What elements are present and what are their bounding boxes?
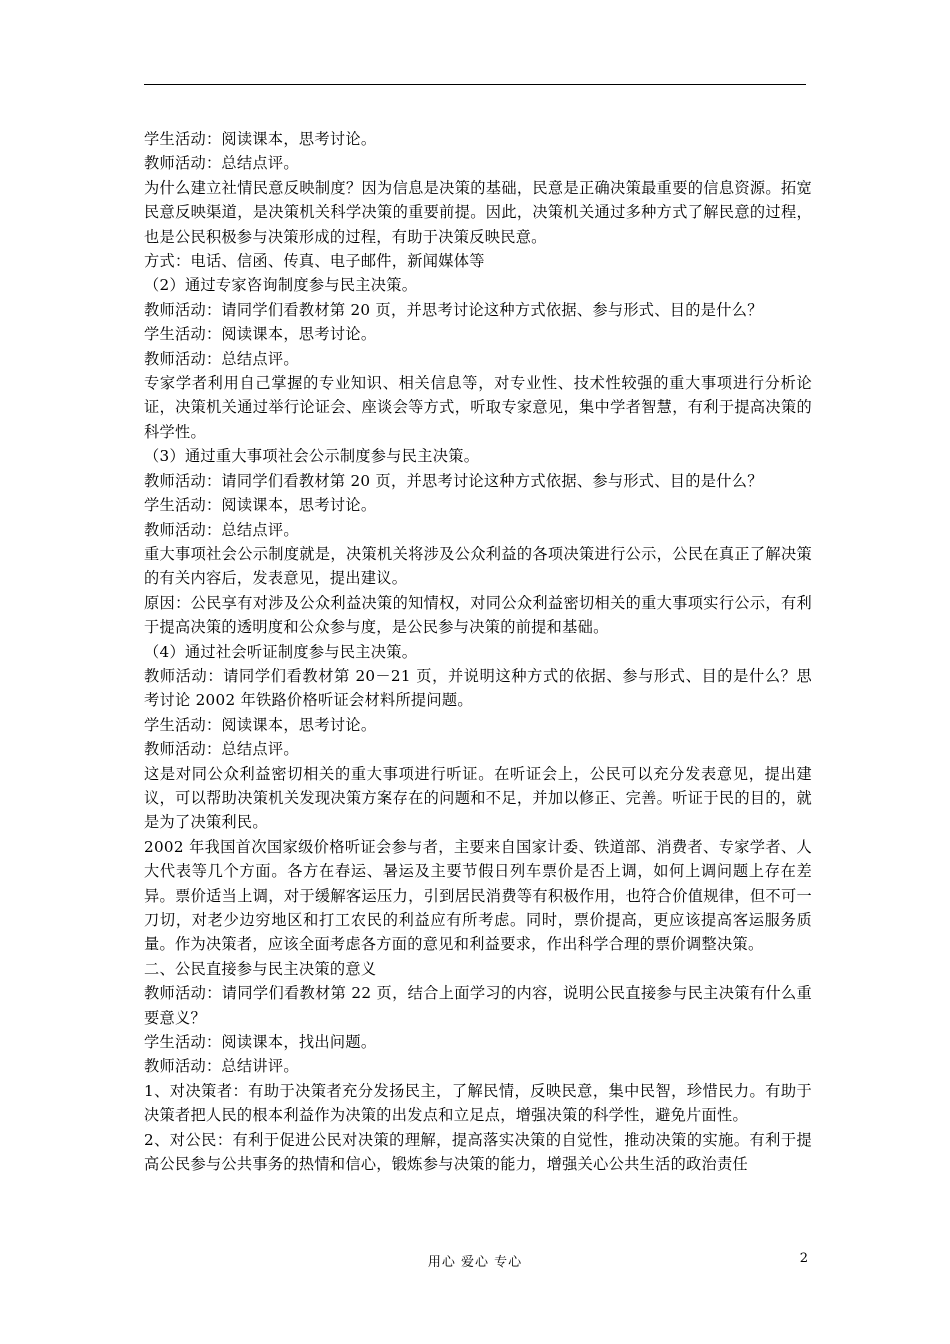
paragraph: 教师活动：总结点评。	[144, 349, 299, 368]
paragraph: 重大事项社会公示制度就是，决策机关将涉及公众利益的各项决策进行公示，公民在真正了解决策的有关内容后，发表意见，提出建议。	[144, 544, 812, 588]
paragraph: 学生活动：阅读课本，思考讨论。	[144, 325, 377, 344]
page-number: 2	[799, 1251, 808, 1266]
section-heading: （3）通过重大事项社会公示制度参与民主决策。	[144, 447, 480, 466]
paragraph: 2、对公民：有利于促进公民对决策的理解，提高落实决策的自觉性，推动决策的实施。有利于提高公民参与公共事务的热情和信心，锻炼参与决策的能力，增强关心公共生活的政治责任	[144, 1130, 812, 1174]
paragraph: 教师活动：总结点评。	[144, 520, 299, 539]
paragraph: 1、对决策者：有助于决策者充分发扬民主，了解民情，反映民意，集中民智，珍惜民力。有助于决策者把人民的根本利益作为决策的出发点和立足点，增强决策的科学性，避免片面性。	[144, 1081, 812, 1125]
paragraph: 教师活动：请同学们看教材第 20 页，并思考讨论这种方式依据、参与形式、目的是什么？	[144, 471, 763, 490]
paragraph: 学生活动：阅读课本，找出问题。	[144, 1033, 377, 1052]
paragraph: 学生活动：阅读课本，思考讨论。	[144, 130, 377, 148]
paragraph: 学生活动：阅读课本，思考讨论。	[144, 496, 377, 515]
paragraph: 教师活动：总结点评。	[144, 154, 299, 173]
paragraph: 2002 年我国首次国家级价格听证会参与者，主要来自国家计委、铁道部、消费者、专家学者、人大代表等几个方面。各方在春运、暑运及主要节假日列车票价是否上调，如何上调问题上存在差异。票价适当上调，对于缓解客运压力，引到居民消费等有积极作用，也符合价值规律，但不可一刀切，对老少边穷地区和打工农民的利益应有所考虑。同时，票价提高，更应该提高客运服务质量。作为决策者，应该全面考虑各方面的意见和利益要求，作出科学合理的票价调整决策。	[144, 837, 812, 954]
header-rule	[144, 84, 806, 85]
paragraph: 为什么建立社情民意反映制度？因为信息是决策的基础，民意是正确决策最重要的信息资源。拓宽民意反映渠道，是决策机关科学决策的重要前提。因此，决策机关通过多种方式了解民意的过程，也是公民积极参与决策形成的过程，有助于决策反映民意。	[144, 178, 812, 246]
paragraph: 这是对同公众利益密切相关的重大事项进行听证。在听证会上，公民可以充分发表意见，提出建议，可以帮助决策机关发现决策方案存在的问题和不足，并加以修正、完善。听证于民的目的，就是为了决策利民。	[144, 764, 812, 832]
page-footer: 用心 爱心 专心	[427, 1255, 523, 1270]
section-heading: （4）通过社会听证制度参与民主决策。	[144, 642, 418, 661]
paragraph: 学生活动：阅读课本，思考讨论。	[144, 715, 377, 734]
section-heading: （2）通过专家咨询制度参与民主决策。	[144, 276, 418, 295]
document-body	[144, 127, 812, 1176]
paragraph: 教师活动：总结点评。	[144, 740, 299, 759]
section-heading: 二、公民直接参与民主决策的意义	[144, 959, 377, 978]
paragraph: 方式：电话、信函、传真、电子邮件，新闻媒体等	[144, 252, 485, 271]
paragraph: 教师活动：总结讲评。	[144, 1057, 299, 1076]
paragraph: 教师活动：请同学们看教材第 20－21 页，并说明这种方式的依据、参与形式、目的是什么？思考讨论 2002 年铁路价格听证会材料所提问题。	[144, 666, 812, 710]
paragraph: 原因：公民享有对涉及公众利益决策的知情权，对同公众利益密切相关的重大事项实行公示，有利于提高决策的透明度和公众参与度，是公民参与决策的前提和基础。	[144, 593, 812, 637]
paragraph: 专家学者利用自己掌握的专业知识、相关信息等，对专业性、技术性较强的重大事项进行分析论证，决策机关通过举行论证会、座谈会等方式，听取专家意见，集中学者智慧，有利于提高决策的科学性。	[144, 374, 812, 441]
paragraph: 教师活动：请同学们看教材第 20 页，并思考讨论这种方式依据、参与形式、目的是什么？	[144, 300, 763, 319]
paragraph: 教师活动：请同学们看教材第 22 页，结合上面学习的内容，说明公民直接参与民主决策有什么重要意义？	[144, 984, 812, 1027]
